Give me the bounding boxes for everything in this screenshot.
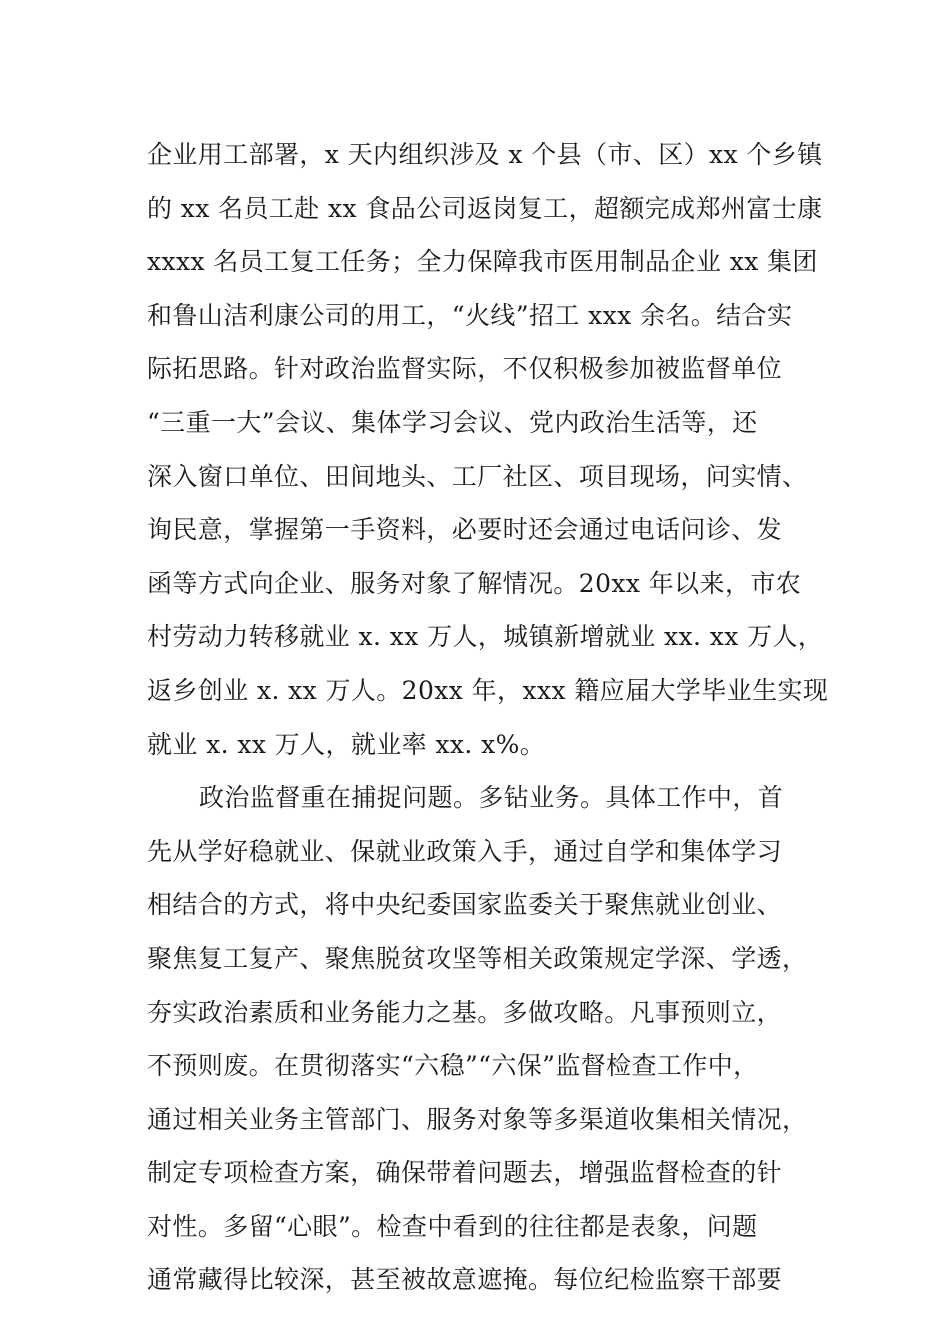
paragraph-first-line: 政治监督重在捕捉问题。多钻业务。具体工作中，首 [199, 783, 784, 813]
text-line: 就业 x. xx 万人，就业率 xx. x%。 [147, 729, 546, 759]
text-line: 先从学好稳就业、保就业政策入手，通过自学和集体学习 [147, 836, 783, 866]
text-line: 的 xx 名员工赴 xx 食品公司返岗复工，超额完成郑州富士康 [147, 193, 823, 223]
text-line: 不预则废。在贯彻落实“六稳”“六保”监督检查工作中， [147, 1051, 759, 1081]
text-line: 制定专项检查方案，确保带着问题去，增强监督检查的针 [147, 1158, 783, 1188]
text-line: 询民意，掌握第一手资料，必要时还会通过电话问诊、发 [147, 515, 783, 545]
text-line: 夯实政治素质和业务能力之基。多做攻略。凡事预则立， [147, 997, 783, 1027]
text-line: 深入窗口单位、田间地头、工厂社区、项目现场，问实情、 [147, 461, 808, 491]
text-line: 函等方式向企业、服务对象了解情况。20xx 年以来，市农 [147, 568, 802, 598]
text-line: 相结合的方式，将中央纪委国家监委关于聚焦就业创业、 [147, 890, 783, 920]
text-line: xxxx 名员工复工任务；全力保障我市医用制品企业 xx 集团 [147, 247, 818, 277]
text-line: 通过相关业务主管部门、服务对象等多渠道收集相关情况， [147, 1104, 808, 1134]
document-body [147, 128, 829, 1307]
text-line: 际拓思路。针对政治监督实际，不仅积极参加被监督单位 [147, 354, 783, 384]
text-line: 返乡创业 x. xx 万人。20xx 年，xxx 籍应届大学毕业生实现 [147, 675, 829, 705]
text-line: 和鲁山洁利康公司的用工，“火线”招工 xxx 余名。结合实 [147, 300, 793, 330]
text-line: 企业用工部署，x 天内组织涉及 x 个县（市、区）xx 个乡镇 [147, 140, 823, 169]
text-line: “三重一大”会议、集体学习会议、党内政治生活等，还 [147, 407, 758, 437]
text-line: 村劳动力转移就业 x. xx 万人，城镇新增就业 xx. xx 万人， [147, 622, 824, 652]
text-line: 对性。多留“心眼”。检查中看到的往往都是表象，问题 [147, 1211, 758, 1241]
text-line: 聚焦复工复产、聚焦脱贫攻坚等相关政策规定学深、学透， [147, 943, 808, 973]
text-line: 通常藏得比较深，甚至被故意遮掩。每位纪检监察干部要 [147, 1265, 783, 1295]
